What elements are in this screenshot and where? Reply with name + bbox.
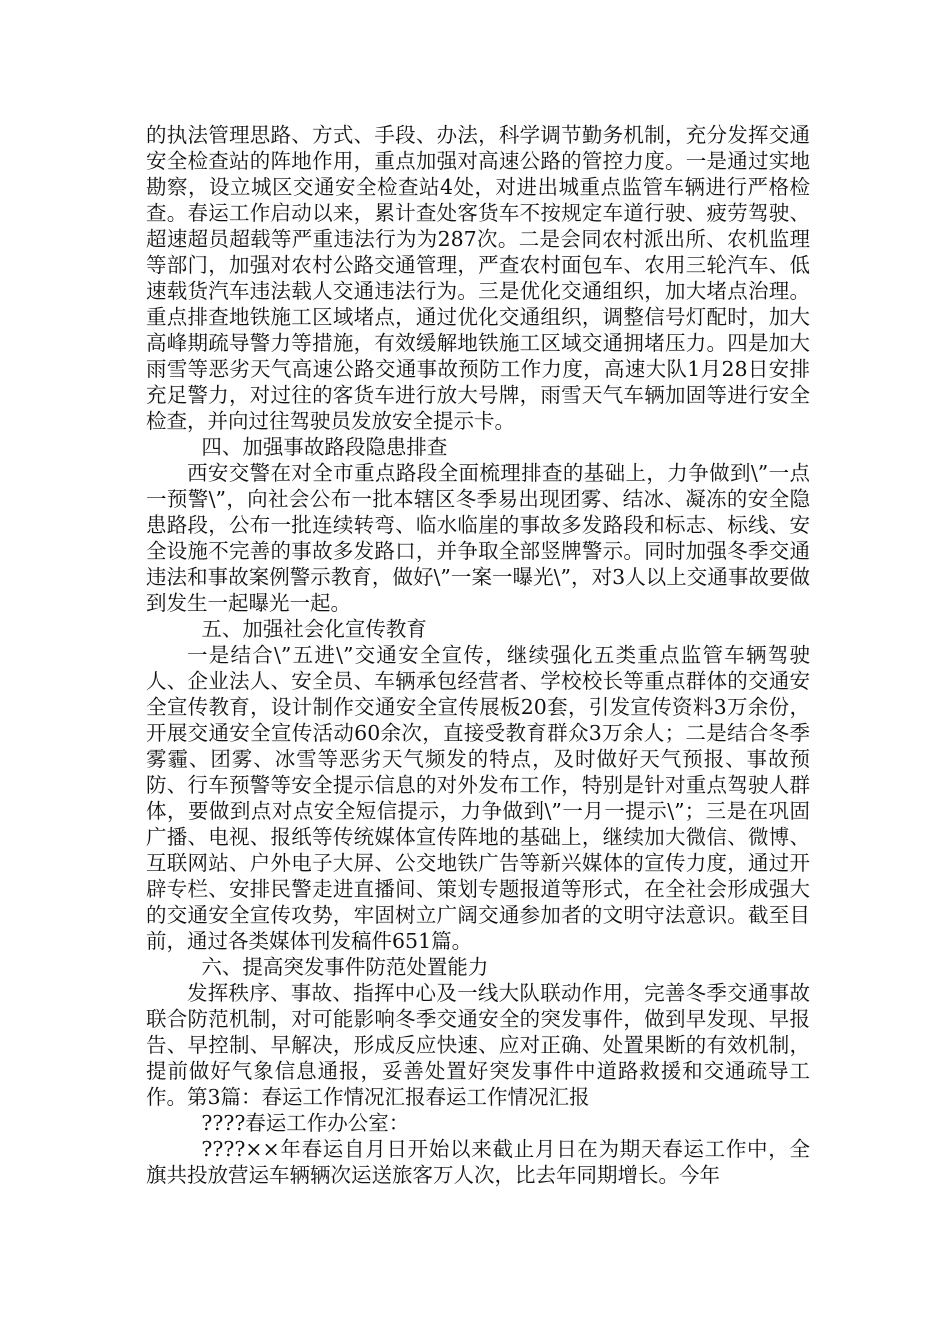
section-heading-4: 四、加强事故路段隐患排查: [201, 435, 448, 459]
document-page: [146, 122, 810, 1188]
section-heading-5: 五、加强社会化宣传教育: [201, 617, 427, 641]
salutation-line: ????春运工作办公室：: [201, 1111, 410, 1135]
paragraph-publicity-education: 一是结合\”五进\”交通安全宣传，继续强化五类重点监管车辆驾驶人、企业法人、安全员、车辆承包经营者、学校校长等重点群体的交通安全宣传教育，设计制作交通安全宣传展板20套，引发宣传资料3万余份，开展交通安全宣传活动60余次，直接受教育群众3万余人；二是结合冬季雾霾、团雾、冰雪等恶劣天气频发的特点，及时做好天气预报、事故预防、行车预警等安全提示信息的对外发布工作，特别是针对重点驾驶人群体，要做到点对点安全短信提示，力争做到\”一月一提示\”；三是在巩固广播、电视、报纸等传统媒体宣传阵地的基础上，继续加大微信、微博、互联网站、户外电子大屏、公交地铁广告等新兴媒体的宣传力度，通过开辟专栏、安排民警走进直播间、策划专题报道等形式，在全社会形成强大的交通安全宣传攻势，牢固树立广阔交通参加者的文明守法意识。截至目前，通过各类媒体刊发稿件651篇。: [146, 643, 810, 953]
paragraph-enforcement-measures: 的执法管理思路、方式、手段、办法，科学调节勤务机制，充分发挥交通安全检查站的阵地作用，重点加强对高速公路的管控力度。一是通过实地勘察，设立城区交通安全检查站4处，对进出城重点监管车辆进行严格检查。春运工作启动以来，累计查处客货车不按规定车道行驶、疲劳驾驶、超速超员超载等严重违法行为为287次。二是会同农村派出所、农机监理等部门，加强对农村公路交通管理，严查农村面包车、农用三轮汽车、低速载货汽车违法载人交通违法行为。三是优化交通组织，加大堵点治理。重点排查地铁施工区域堵点，通过优化交通组织，调整信号灯配时，加大高峰期疏导警力等措施，有效缓解地铁施工区域交通拥堵压力。四是加大雨雪等恶劣天气高速公路交通事故预防工作力度，高速大队1月28日安排充足警力，对过往的客货车进行放大号牌，雨雪天气车辆加固等进行安全检查，并向过往驾驶员发放安全提示卡。: [146, 123, 810, 433]
section-heading-6: 六、提高突发事件防范处置能力: [201, 955, 489, 979]
paragraph-hazard-inspection: 西安交警在对全市重点路段全面梳理排查的基础上，力争做到\”一点一预警\”，向社会公布一批本辖区冬季易出现团雾、结冰、凝冻的安全隐患路段，公布一批连续转弯、临水临崖的事故多发路段和标志、标线、安全设施不完善的事故多发路口，并争取全部竖牌警示。同时加强冬季交通违法和事故案例警示教育，做好\”一案一曝光\”，对3人以上交通事故要做到发生一起曝光一起。: [146, 461, 810, 615]
paragraph-spring-travel-report: ????××年春运自月日开始以来截止月日在为期天春运工作中，全旗共投放营运车辆辆次运送旅客万人次，比去年同期增长。今年: [146, 1137, 810, 1187]
paragraph-emergency-response: 发挥秩序、事故、指挥中心及一线大队联动作用，完善冬季交通事故联合防范机制，对可能影响冬季交通安全的突发事件，做到早发现、早报告、早控制、早解决，形成反应快速、应对正确、处置果断的有效机制，提前做好气象信息通报，妥善处置好突发事件中道路救援和交通疏导工作。第3篇：春运工作情况汇报春运工作情况汇报: [146, 981, 810, 1109]
